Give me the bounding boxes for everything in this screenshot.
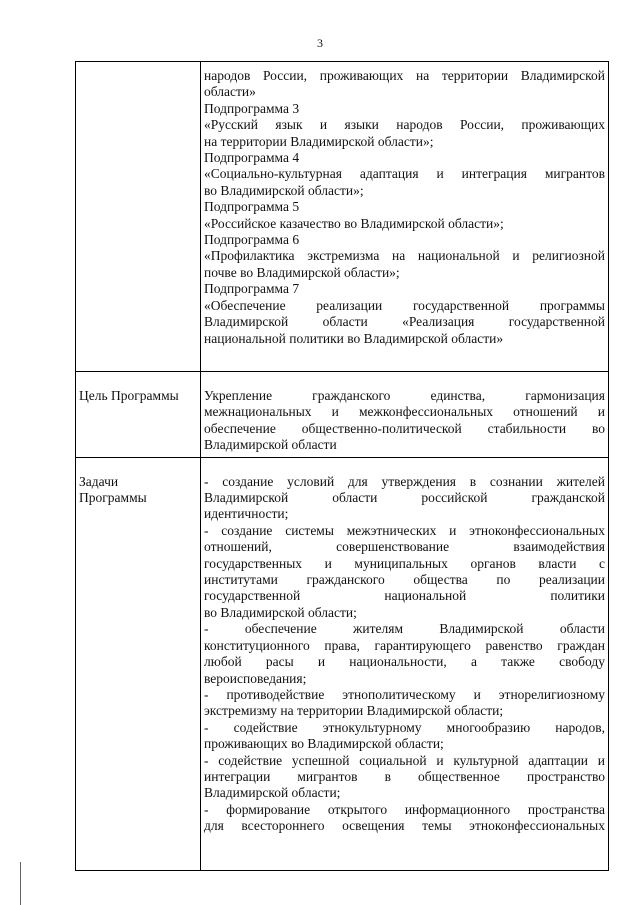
text-line: национальной политики во Владимирской области» — [204, 330, 504, 346]
text-line: - формирование открытого информационного пространства — [204, 801, 605, 817]
row-label-cell — [76, 62, 201, 372]
text-line: Владимирской области российской гражданской — [204, 490, 605, 506]
text-line: - содействие успешной социальной и культурной адаптации и — [204, 752, 605, 768]
text-line: «Социально-культурная адаптация и интеграция мигрантов — [204, 166, 605, 182]
text-line: - обеспечение жителям Владимирской области — [204, 621, 605, 637]
text-line: государственных и муниципальных органов власти с — [204, 555, 605, 571]
text-line: идентичности; — [204, 506, 289, 522]
text-line: народов России, проживающих на территории Владимирской — [204, 68, 605, 83]
table-row — [76, 62, 609, 372]
text-line: обеспечение общественно-политической стабильности во — [204, 420, 605, 436]
text-line: Укрепление гражданского единства, гармонизация — [204, 388, 605, 403]
text-line: институтами гражданского общества по реализации — [204, 572, 605, 588]
text-line: - создание условий для утверждения в сознании жителей — [204, 473, 605, 489]
text-line: на территории Владимирской области»; — [204, 133, 434, 149]
text-line: межнациональных и межконфессиональных отношений и — [204, 404, 605, 420]
text-line: Подпрограмма 6 — [204, 232, 300, 248]
text-line: Подпрограмма 7 — [204, 281, 300, 297]
program-passport-table — [75, 61, 609, 871]
text-line: проживающих во Владимирской области; — [204, 736, 444, 752]
row-label: Цель Программы — [79, 388, 179, 403]
text-line: экстремизму на территории Владимирской области; — [204, 703, 504, 719]
text-line: - противодействие этнополитическому и этнорелигиозному — [204, 686, 605, 702]
text-line: Подпрограмма 4 — [204, 150, 300, 166]
row-label: Задачи — [79, 473, 119, 489]
tasks-cell — [201, 457, 609, 870]
text-line: во Владимирской области; — [204, 604, 357, 620]
text-line: почве во Владимирской области»; — [204, 264, 400, 280]
row-content — [204, 388, 605, 454]
table-row — [76, 457, 609, 870]
text-line: Подпрограмма 3 — [204, 100, 300, 116]
row-label: Программы — [79, 490, 147, 506]
text-line: Владимирской области; — [204, 785, 341, 801]
text-line: - содействие этнокультурному многообразию народов, — [204, 719, 605, 735]
text-line: любой расы и национальности, а также свободу — [204, 654, 605, 670]
text-line: вероисповедания; — [204, 670, 307, 686]
page-number: 3 — [317, 36, 323, 50]
text-line: интеграции мигрантов в общественное пространство — [204, 768, 605, 784]
table-row — [76, 372, 609, 458]
text-line: Владимирской области «Реализация государственной — [204, 314, 605, 330]
text-line: отношений, совершенствование взаимодействия — [204, 539, 605, 555]
text-line: «Обеспечение реализации государственной программы — [204, 297, 605, 313]
text-line: - создание системы межэтнических и этноконфессиональных — [204, 522, 605, 538]
text-line: области» — [204, 84, 256, 100]
subprograms-cell — [201, 62, 609, 372]
row-content — [204, 474, 605, 835]
row-content — [204, 68, 605, 347]
text-line: Владимирской области — [204, 437, 337, 453]
text-line: государственной национальной политики — [204, 588, 605, 604]
text-line: «Профилактика экстремизма на национальной и религиозной — [204, 248, 605, 264]
row-label-cell — [76, 372, 201, 458]
text-line: во Владимирской области»; — [204, 182, 364, 198]
text-line: «Российское казачество во Владимирской области»; — [204, 215, 504, 231]
goal-cell — [201, 372, 609, 458]
scan-edge-line — [20, 862, 21, 905]
text-line: «Русский язык и языки народов России, проживающих — [204, 117, 605, 133]
text-line: для всестороннего освещения темы этноконфессиональных — [204, 818, 605, 834]
text-line: Подпрограмма 5 — [204, 199, 300, 215]
row-label-cell — [76, 457, 201, 870]
text-line: конституционного права, гарантирующего равенство граждан — [204, 637, 605, 653]
